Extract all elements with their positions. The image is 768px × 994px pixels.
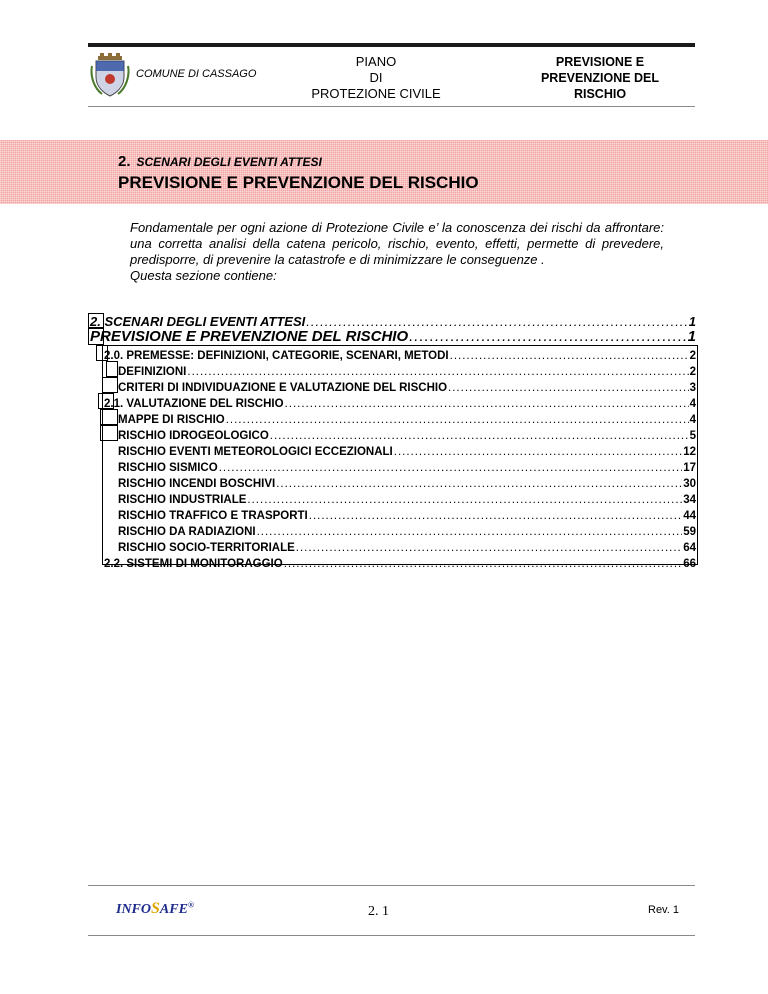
header-top-rule bbox=[88, 43, 695, 47]
title-band bbox=[0, 140, 768, 204]
plan-title-line: DI bbox=[369, 70, 383, 85]
intro-paragraph: Fondamentale per ogni azione di Protezione Civile e’ la conoscenza dei rischi da affrontare: una corretta analisi della catena pericolo, rischio, evento, effetti, permette di prevedere, predisporre, di prevenire la catastrofe e di minimizzare le conseguenze . bbox=[130, 220, 664, 267]
chapter-title: PREVISIONE E PREVENZIONE DEL RISCHIO bbox=[118, 173, 479, 192]
toc-entry-meteorologici[interactable] bbox=[118, 442, 696, 458]
toc-leader bbox=[448, 382, 689, 394]
toc-entry-label: RISCHIO DA RADIAZIONI bbox=[118, 526, 256, 538]
footer-bottom-rule bbox=[88, 935, 695, 936]
plan-title bbox=[296, 54, 456, 102]
chapter-number: 2. bbox=[118, 153, 131, 170]
toc-entry-label: CRITERI DI INDIVIDUAZIONE E VALUTAZIONE DEL RISCHIO bbox=[118, 382, 448, 394]
revision-label: Rev. 1 bbox=[648, 904, 679, 916]
toc-entry-label: RISCHIO EVENTI METEOROLOGICI ECCEZIONALI bbox=[118, 446, 393, 458]
logo-s: S bbox=[151, 900, 160, 917]
toc-entry-page: 2 bbox=[689, 350, 696, 362]
page-number: 2. 1 bbox=[368, 904, 389, 919]
chapter-subtitle: SCENARI DEGLI EVENTI ATTESI bbox=[136, 155, 322, 169]
toc-leader bbox=[276, 478, 682, 490]
toc-leader bbox=[257, 526, 683, 538]
toc-leader bbox=[296, 542, 682, 554]
toc-leader bbox=[409, 328, 687, 345]
toc-entry-page: 2 bbox=[689, 366, 696, 378]
toc-entry-page: 64 bbox=[683, 542, 696, 554]
toc-leader bbox=[284, 558, 683, 570]
toc-entry-page: 3 bbox=[689, 382, 696, 394]
toc-leader bbox=[187, 366, 688, 378]
intro-contents-line: Questa sezione contiene: bbox=[130, 268, 277, 283]
toc-leader bbox=[285, 398, 689, 410]
section-title-line: PREVISIONE E bbox=[555, 55, 645, 69]
toc-entry-label: RISCHIO SOCIO-TERRITORIALE bbox=[118, 542, 295, 554]
municipality-name: COMUNE DI CASSAGO bbox=[136, 68, 257, 80]
toc-entry-label: MAPPE DI RISCHIO bbox=[118, 414, 225, 426]
toc-entry-socio[interactable] bbox=[118, 538, 696, 554]
toc-entry-premesse[interactable] bbox=[104, 346, 696, 362]
toc-entry-label: 2.2. SISTEMI DI MONITORAGGIO bbox=[104, 558, 283, 570]
toc-entry-page: 34 bbox=[683, 494, 696, 506]
toc-leader bbox=[306, 314, 688, 329]
toc-entry-previsione[interactable] bbox=[90, 329, 696, 345]
plan-title-line: PIANO bbox=[355, 54, 397, 69]
toc-entry-incendi[interactable] bbox=[118, 474, 696, 490]
plan-title-line: PROTEZIONE CIVILE bbox=[311, 86, 441, 101]
toc-entry-label: RISCHIO IDROGEOLOGICO bbox=[118, 430, 269, 442]
toc-entry-definizioni[interactable] bbox=[118, 362, 696, 378]
toc-entry-label: RISCHIO INCENDI BOSCHIVI bbox=[118, 478, 276, 490]
coat-of-arms-icon bbox=[90, 52, 130, 98]
toc-entry-label: RISCHIO TRAFFICO E TRASPORTI bbox=[118, 510, 308, 522]
toc-entry-page: 30 bbox=[683, 478, 696, 490]
toc-entry-traffico[interactable] bbox=[118, 506, 696, 522]
toc-entry-monitoraggio[interactable] bbox=[104, 554, 696, 570]
header-bottom-rule bbox=[88, 106, 695, 107]
logo-text: INFO bbox=[116, 902, 152, 917]
intro-text bbox=[130, 220, 664, 284]
toc-entry-page: 59 bbox=[683, 526, 696, 538]
toc-entry-idrogeologico[interactable] bbox=[118, 426, 696, 442]
registered-mark: ® bbox=[187, 900, 194, 910]
chapter-heading bbox=[118, 153, 322, 170]
toc-entry-page: 4 bbox=[689, 414, 696, 426]
logo-text: AFE bbox=[159, 902, 188, 917]
section-title bbox=[520, 54, 680, 102]
toc-entry-industriale[interactable] bbox=[118, 490, 696, 506]
toc-entry-label: 2.0. PREMESSE: DEFINIZIONI, CATEGORIE, SCENARI, METODI bbox=[104, 350, 449, 362]
toc-leader bbox=[219, 462, 683, 474]
toc-entry-page: 4 bbox=[689, 398, 696, 410]
toc-entry-page: 12 bbox=[683, 446, 696, 458]
toc-entry-label: 2.1. VALUTAZIONE DEL RISCHIO bbox=[104, 398, 284, 410]
toc-entry-sismico[interactable] bbox=[118, 458, 696, 474]
toc-entry-label: RISCHIO SISMICO bbox=[118, 462, 218, 474]
section-title-line: RISCHIO bbox=[573, 87, 627, 101]
toc-leader bbox=[450, 350, 689, 362]
toc-leader bbox=[247, 494, 682, 506]
toc-leader bbox=[309, 510, 682, 522]
toc-entry-valutazione[interactable] bbox=[104, 394, 696, 410]
section-title-line: PREVENZIONE DEL bbox=[540, 71, 660, 85]
toc-entry-page: 17 bbox=[683, 462, 696, 474]
toc-entry-page: 1 bbox=[687, 328, 696, 345]
toc-entry-label: RISCHIO INDUSTRIALE bbox=[118, 494, 247, 506]
footer-top-rule bbox=[88, 885, 695, 886]
toc-entry-label: DEFINIZIONI bbox=[118, 366, 187, 378]
toc-entry-page: 1 bbox=[688, 314, 696, 329]
toc-leader bbox=[394, 446, 682, 458]
toc-leader bbox=[226, 414, 689, 426]
toc-entry-radiazioni[interactable] bbox=[118, 522, 696, 538]
toc-leader bbox=[270, 430, 689, 442]
toc-entry-label: PREVISIONE E PREVENZIONE DEL RISCHIO bbox=[90, 328, 409, 345]
toc-entry-page: 44 bbox=[683, 510, 696, 522]
toc-entry-mappe[interactable] bbox=[118, 410, 696, 426]
toc-entry-criteri[interactable] bbox=[118, 378, 696, 394]
toc-entry-label: 2. SCENARI DEGLI EVENTI ATTESI bbox=[90, 314, 306, 329]
toc-entry-page: 66 bbox=[683, 558, 696, 570]
toc-entry-scenari[interactable] bbox=[90, 313, 696, 329]
toc-entry-page: 5 bbox=[689, 430, 696, 442]
infosafe-logo bbox=[116, 900, 194, 918]
